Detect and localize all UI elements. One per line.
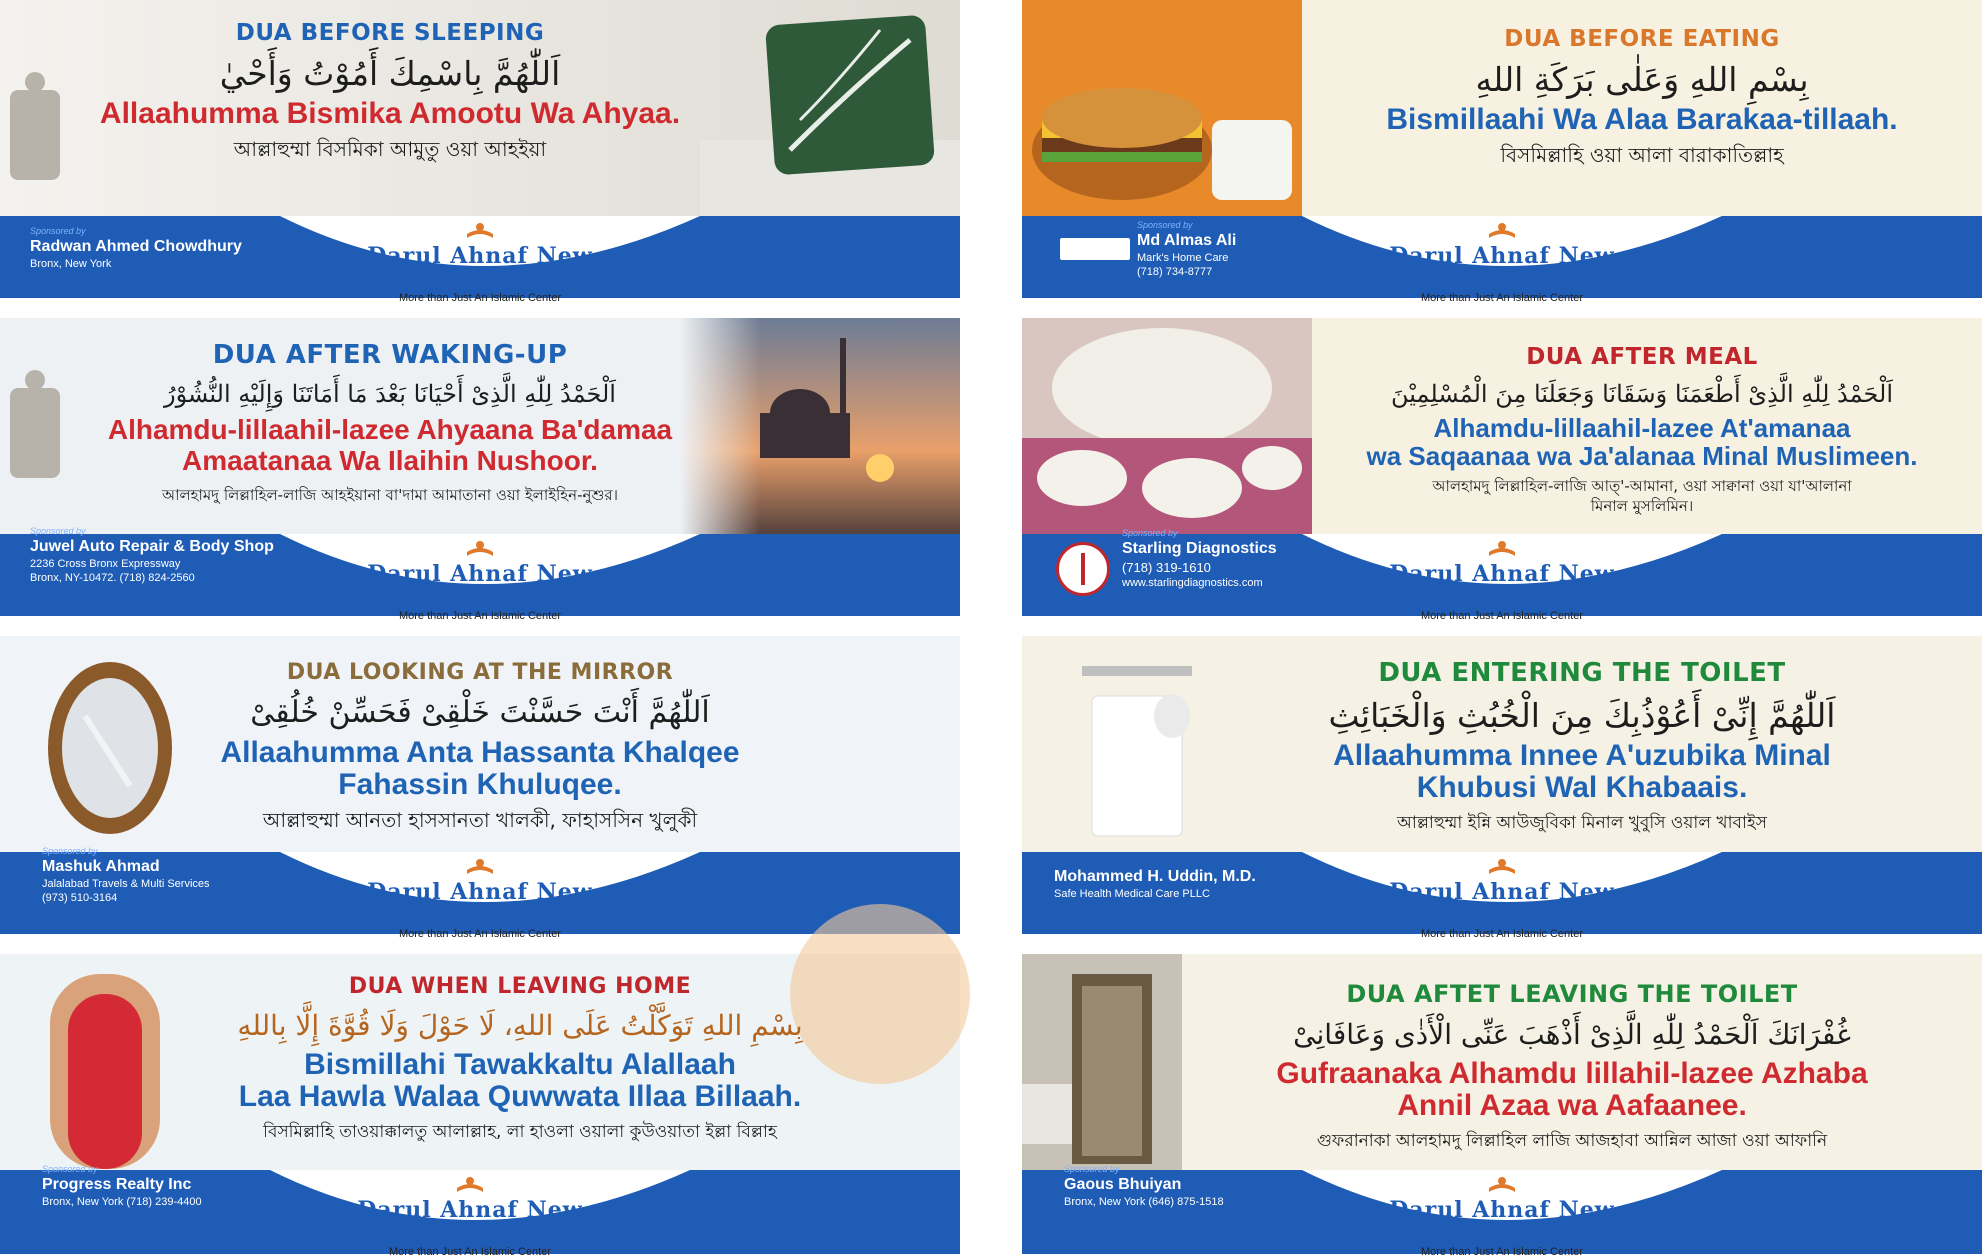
brand-tagline: More than Just An Islamic Center (398, 928, 561, 940)
banner-footer (1022, 1164, 1982, 1258)
transliteration-line: Gufraanaka Alhamdu lillahil-lazee Azhaba (1276, 1057, 1868, 1090)
bengali-text: বিসমিল্লাহি তাওয়াক্কালতু আলাল্লাহ, লা হাওলা ওয়ালা কুউওয়াতা ইল্লা বিল্লাহ (263, 1122, 777, 1142)
transliteration-line: wa Saqaanaa wa Ja'alanaa Minal Muslimeen. (1366, 441, 1918, 471)
dua-title: DUA AFTER MEAL (1526, 344, 1758, 370)
transliteration-line: Allaahumma Bismika Amootu Wa Ahyaa. (99, 97, 681, 130)
dua-title: DUA BEFORE SLEEPING (235, 20, 545, 46)
book-icon (1487, 858, 1517, 876)
brand-name: Darul Ahnaf New York (367, 879, 593, 929)
dua-title: DUA BEFORE EATING (1504, 26, 1780, 52)
banner-footer (0, 216, 960, 304)
sponsor-tag: Sponsored by (30, 226, 86, 236)
dua-title: DUA ENTERING THE TOILET (1378, 658, 1786, 688)
brand-name: Darul Ahnaf New York (357, 1197, 583, 1247)
banner-content (200, 954, 840, 1176)
banner-footer (1022, 216, 1982, 304)
brand-tagline: More than Just An Islamic Center (388, 1246, 551, 1258)
brand-tagline: More than Just An Islamic Center (1420, 292, 1583, 304)
dua-title: DUA WHEN LEAVING HOME (348, 974, 692, 999)
banner-content (80, 318, 700, 540)
transliteration-line: Fahassin Khuluqee. (338, 768, 622, 801)
transliteration-line: Annil Azaa wa Aafaanee. (1397, 1089, 1747, 1122)
sponsor-name: Radwan Ahmed Chowdhury (30, 238, 242, 255)
sponsor-logo (1056, 542, 1110, 596)
sponsor-line: Bronx, New York (646) 875-1518 (1064, 1196, 1224, 1208)
banner-content (1192, 954, 1952, 1176)
arabic-text: اَلْحَمْدُ لِلّٰهِ الَّذِىْ أَطْعَمَنَا وَسَقَانَا وَجَعَلَنَا مِنَ الْمُسْلِمِيْنَ (1391, 380, 1893, 408)
banner-content (60, 0, 720, 222)
sponsor-tag: Sponsored by (42, 846, 98, 856)
bengali-text: বিসমিল্লাহি ওয়া আলা বারাকাতিল্লাহ (1500, 143, 1784, 167)
book-icon (465, 858, 495, 876)
bengali-text: আল্লাহুম্মা আনতা হাসসানতা খালকী, ফাহাসসিন খুলুকী (262, 808, 698, 832)
brand-logo (1372, 1176, 1632, 1258)
sponsor-name: Gaous Bhuiyan (1064, 1176, 1182, 1193)
banner-content (1222, 636, 1942, 858)
sponsor-line: (718) 319-1610 (1122, 560, 1211, 575)
bengali-text: আল্লাহুম্মা ইন্নি আউজুবিকা মিনাল খুবুসি ওয়াল খাবাইস (1397, 813, 1767, 833)
sponsor-line: Bronx, New York (30, 258, 112, 270)
banner-content (1322, 318, 1962, 540)
brand-logo (350, 858, 610, 940)
book-icon (1487, 1176, 1517, 1194)
sponsor-tag: Sponsored by (42, 1164, 98, 1174)
transliteration-line: Khubusi Wal Khabaais. (1416, 771, 1748, 804)
arabic-text: اَللّٰهُمَّ إِنِّىْ أَعُوْذُبِكَ مِنَ الْخُبُثِ وَالْخَبَائِثِ (1328, 696, 1836, 735)
transliteration-line: Allaahumma Anta Hassanta Khalqee (220, 736, 740, 769)
sponsor-tag: Sponsored by (1064, 1164, 1120, 1174)
arabic-text: غُفْرَانَكَ اَلْحَمْدُ لِلّٰهِ الَّذِىْ أَذْهَبَ عَنِّى الْأَذٰى وَعَافَانِىْ (1293, 1018, 1851, 1051)
brand-name: Darul Ahnaf New York (1389, 879, 1615, 929)
transliteration-line: Bismillahi Tawakkaltu Alallaah (304, 1048, 736, 1081)
transliteration-line: Alhamdu-lillaahil-lazee At'amanaa (1433, 413, 1851, 443)
brand-name: Darul Ahnaf New York (367, 243, 593, 293)
bengali-text: আলহামদু লিল্লাহিল-লাজি আত্'-আমানা, ওয়া সাক্বানা ওয়া যা'আলানা মিনাল মুসলিমিন। (1432, 477, 1852, 515)
banner-dua-looking-at-the-mirror (0, 636, 960, 940)
sponsor-line: Bronx, NY-10472. (718) 824-2560 (30, 572, 195, 584)
banner-content (200, 636, 760, 858)
banner-footer (0, 526, 960, 622)
banner-dua-after-waking-up (0, 318, 960, 622)
banner-content (1322, 0, 1962, 222)
sponsor-block (42, 1164, 202, 1208)
sponsor-line: Bronx, New York (718) 239-4400 (42, 1196, 202, 1208)
arabic-text: بِسْمِ اللهِ تَوَكَّلْتُ عَلَى اللهِ، لَا حَوْلَ وَلَا قُوَّةَ إِلَّا بِاللهِ (237, 1009, 803, 1042)
sponsor-line: Mark's Home Care (1137, 252, 1229, 264)
arabic-text: اَلْحَمْدُ لِلّٰهِ الَّذِىْ أَحْيَانَا بَعْدَ مَا أَمَاتَنَا وَإِلَيْهِ النُّشُوْرُ (164, 380, 616, 408)
banner-footer (1022, 852, 1982, 940)
brand-logo (1372, 222, 1632, 304)
sponsor-name: Starling Diagnostics (1122, 540, 1277, 557)
sponsor-line: Safe Health Medical Care PLLC (1054, 888, 1210, 900)
sponsor-tag: Sponsored by (1122, 528, 1178, 538)
bengali-text: আল্লাহুম্মা বিসমিকা আমুতু ওয়া আহইয়া (233, 137, 547, 161)
brand-name: Darul Ahnaf New York (1389, 243, 1615, 293)
arabic-text: اَللّٰهُمَّ أَنْتَ حَسَّنْتَ خَلْقِىْ فَحَسِّنْ خُلُقِىْ (250, 695, 710, 730)
sponsor-block (30, 226, 242, 270)
sponsor-tag: Sponsored by (30, 526, 86, 536)
sponsor-line: Jalalabad Travels & Multi Services (42, 878, 210, 890)
banner-footer (0, 1164, 960, 1258)
brand-logo (1372, 858, 1632, 940)
brand-tagline: More than Just An Islamic Center (1420, 928, 1583, 940)
brand-name: Darul Ahnaf New York (1389, 1197, 1615, 1247)
book-icon (1487, 222, 1517, 240)
banner-dua-after-meal (1022, 318, 1982, 622)
brand-logo (350, 222, 610, 304)
transliteration-line: Bismillaahi Wa Alaa Barakaa-tillaah. (1386, 103, 1898, 136)
banner-dua-when-leaving-home (0, 954, 960, 1258)
banner-dua-after-leaving-the-toilet (1022, 954, 1982, 1258)
book-icon (1487, 540, 1517, 558)
transliteration-line: Alhamdu-lillaahil-lazee Ahyaana Ba'damaa (107, 414, 673, 445)
sponsor-block (42, 846, 210, 904)
sponsor-line: (718) 734-8777 (1137, 266, 1213, 278)
arabic-text: بِسْمِ اللهِ وَعَلٰى بَرَكَةِ اللهِ (1475, 60, 1809, 99)
brand-tagline: More than Just An Islamic Center (1420, 610, 1583, 622)
sponsor-block (1054, 866, 1256, 900)
brand-name: Darul Ahnaf New York (1389, 561, 1615, 611)
brand-name: Darul Ahnaf New York (367, 561, 593, 611)
sponsor-name: Mohammed H. Uddin, M.D. (1054, 868, 1256, 885)
dua-title: DUA AFTET LEAVING THE TOILET (1346, 980, 1798, 1008)
brand-logo (340, 1176, 600, 1258)
sponsor-name: Mashuk Ahmad (42, 858, 160, 875)
arabic-text: اَللّٰهُمَّ بِاسْمِكَ أَمُوْتُ وَأَحْيٰ (219, 54, 561, 93)
banner-footer (0, 846, 960, 940)
sponsor-name: Juwel Auto Repair & Body Shop (30, 538, 274, 555)
brand-tagline: More than Just An Islamic Center (398, 292, 561, 304)
sponsor-line: 2236 Cross Bronx Expressway (30, 558, 181, 570)
sponsor-name: Md Almas Ali (1137, 232, 1237, 249)
brand-tagline: More than Just An Islamic Center (398, 610, 561, 622)
sponsor-block (1137, 220, 1236, 278)
banner-footer (1022, 528, 1982, 622)
dua-title: DUA LOOKING AT THE MIRROR (286, 660, 674, 685)
transliteration-line: Allaahumma Innee A'uzubika Minal (1333, 739, 1831, 772)
bengali-text: গুফরানাকা আলহামদু লিল্লাহিল লাজি আজহাবা আন্নিল আজা ওয়া আফানি (1316, 1131, 1828, 1151)
banner-dua-before-sleeping (0, 0, 960, 304)
bengali-text: আলহামদু লিল্লাহিল-লাজি আহইয়ানা বা'দামা আমাতানা ওয়া ইলাইহিন-নুশুর। (161, 486, 619, 504)
transliteration-line: Laa Hawla Walaa Quwwata Illaa Billaah. (238, 1080, 802, 1113)
brand-logo (1372, 540, 1632, 622)
brand-logo (350, 540, 610, 622)
banner-dua-before-eating (1022, 0, 1982, 304)
sponsor-tag: Sponsored by (1137, 220, 1193, 230)
dua-title: DUA AFTER WAKING-UP (212, 340, 568, 370)
banner-dua-entering-the-toilet (1022, 636, 1982, 940)
brand-tagline: More than Just An Islamic Center (1420, 1246, 1583, 1258)
sponsor-block (1064, 1164, 1224, 1208)
sponsor-line: www.starlingdiagnostics.com (1122, 577, 1263, 589)
sponsor-line: (973) 510-3164 (42, 892, 118, 904)
sponsor-block (30, 526, 274, 584)
sponsor-name: Progress Realty Inc (42, 1176, 192, 1193)
book-icon (465, 222, 495, 240)
sponsor-block (1122, 528, 1277, 589)
book-icon (455, 1176, 485, 1194)
transliteration-line: Amaatanaa Wa Ilaihin Nushoor. (182, 445, 598, 476)
sponsor-logo (1060, 238, 1130, 260)
book-icon (465, 540, 495, 558)
